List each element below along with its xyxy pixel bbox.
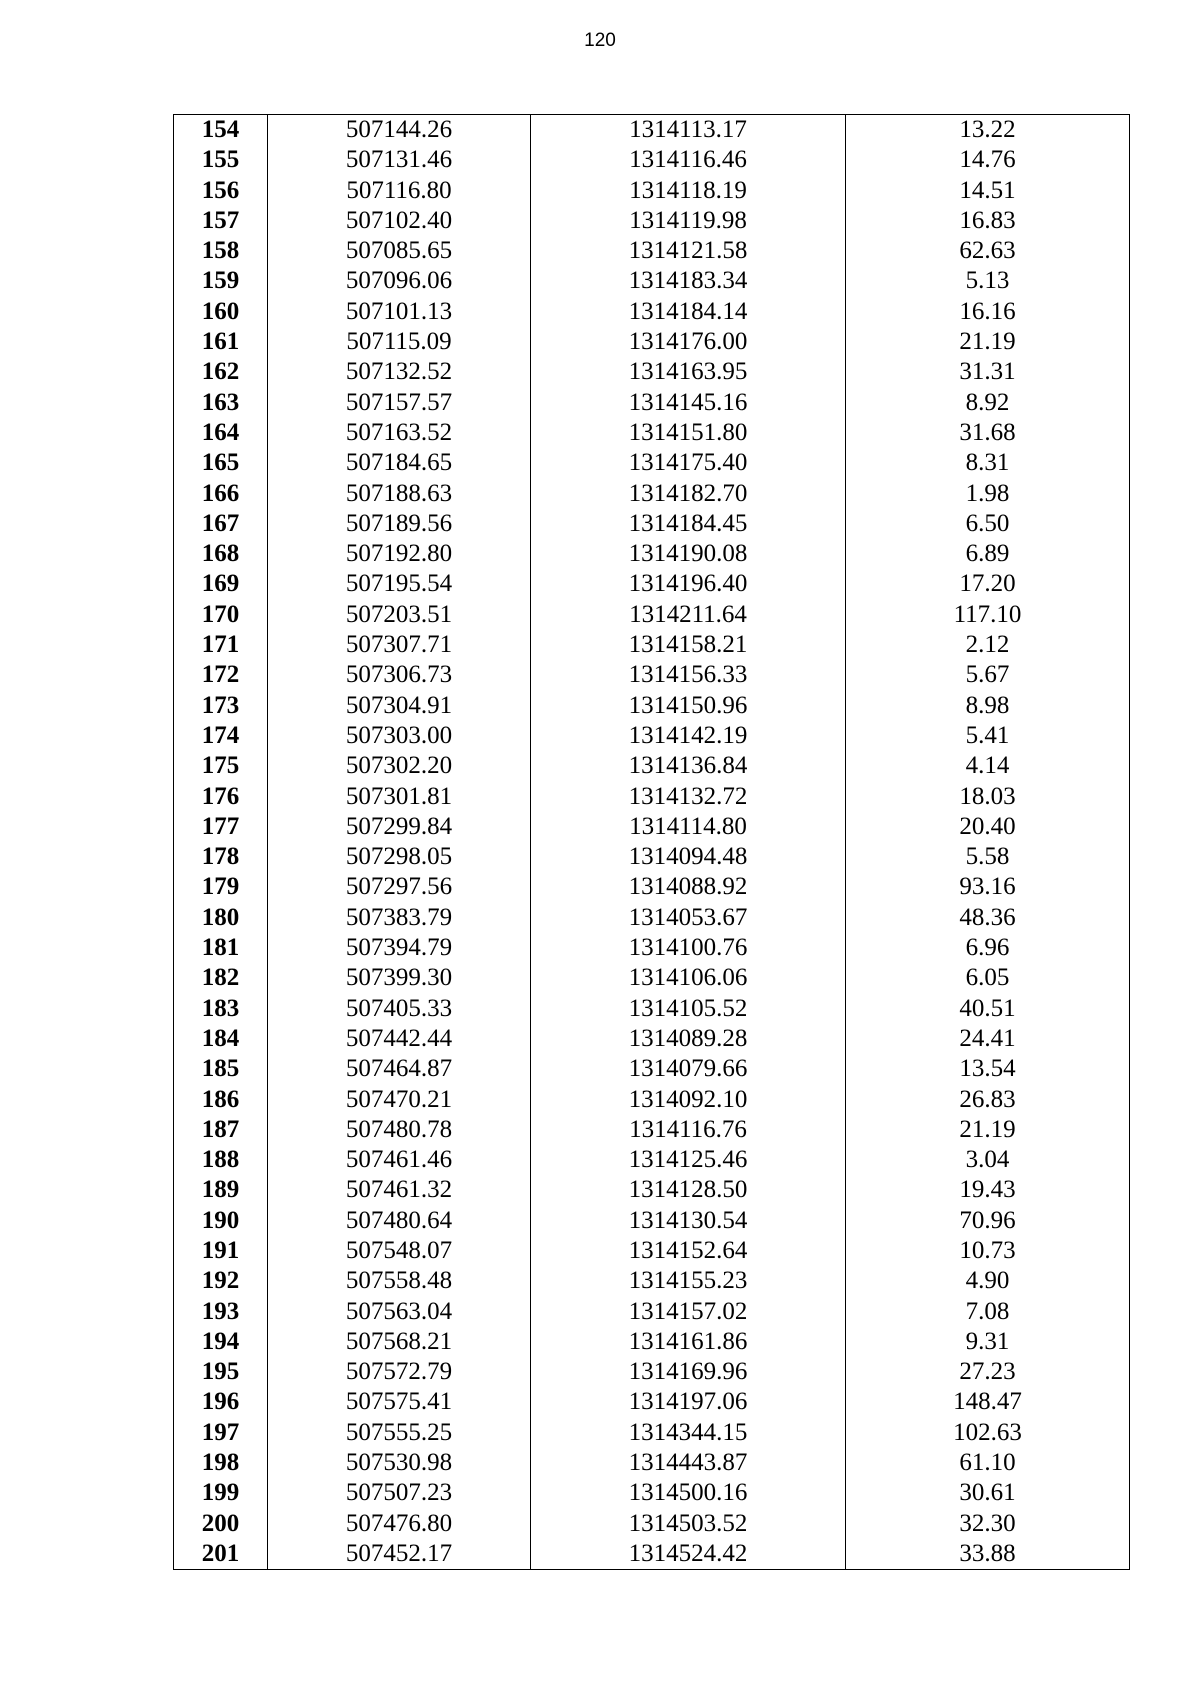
table-row xyxy=(174,176,1130,206)
distance-cell: 27.23 xyxy=(846,1357,1130,1387)
distance-cell: 14.76 xyxy=(846,145,1130,175)
x-coordinate-cell: 507307.71 xyxy=(268,630,531,660)
x-coordinate-cell: 507203.51 xyxy=(268,600,531,630)
distance-cell: 10.73 xyxy=(846,1236,1130,1266)
y-coordinate-cell: 1314150.96 xyxy=(531,691,846,721)
y-coordinate-cell: 1314161.86 xyxy=(531,1327,846,1357)
distance-cell: 3.04 xyxy=(846,1145,1130,1175)
table-row xyxy=(174,388,1130,418)
point-number-cell: 186 xyxy=(174,1085,268,1115)
x-coordinate-cell: 507132.52 xyxy=(268,357,531,387)
distance-cell: 40.51 xyxy=(846,994,1130,1024)
table-row xyxy=(174,448,1130,478)
point-number-cell: 168 xyxy=(174,539,268,569)
distance-cell: 148.47 xyxy=(846,1387,1130,1417)
point-number-cell: 167 xyxy=(174,509,268,539)
distance-cell: 93.16 xyxy=(846,872,1130,902)
table-row xyxy=(174,660,1130,690)
table-row xyxy=(174,842,1130,872)
point-number-cell: 197 xyxy=(174,1418,268,1448)
distance-cell: 14.51 xyxy=(846,176,1130,206)
y-coordinate-cell: 1314196.40 xyxy=(531,569,846,599)
table-row xyxy=(174,297,1130,327)
x-coordinate-cell: 507302.20 xyxy=(268,751,531,781)
x-coordinate-cell: 507188.63 xyxy=(268,479,531,509)
table-row xyxy=(174,1539,1130,1570)
distance-cell: 17.20 xyxy=(846,569,1130,599)
table-row xyxy=(174,630,1130,660)
table-row xyxy=(174,782,1130,812)
y-coordinate-cell: 1314163.95 xyxy=(531,357,846,387)
point-number-cell: 155 xyxy=(174,145,268,175)
y-coordinate-cell: 1314524.42 xyxy=(531,1539,846,1570)
distance-cell: 8.31 xyxy=(846,448,1130,478)
distance-cell: 4.90 xyxy=(846,1266,1130,1296)
x-coordinate-cell: 507464.87 xyxy=(268,1054,531,1084)
y-coordinate-cell: 1314125.46 xyxy=(531,1145,846,1175)
distance-cell: 26.83 xyxy=(846,1085,1130,1115)
point-number-cell: 184 xyxy=(174,1024,268,1054)
distance-cell: 2.12 xyxy=(846,630,1130,660)
distance-cell: 5.41 xyxy=(846,721,1130,751)
x-coordinate-cell: 507115.09 xyxy=(268,327,531,357)
point-number-cell: 183 xyxy=(174,994,268,1024)
distance-cell: 62.63 xyxy=(846,236,1130,266)
y-coordinate-cell: 1314344.15 xyxy=(531,1418,846,1448)
y-coordinate-cell: 1314116.76 xyxy=(531,1115,846,1145)
x-coordinate-cell: 507157.57 xyxy=(268,388,531,418)
x-coordinate-cell: 507405.33 xyxy=(268,994,531,1024)
distance-cell: 7.08 xyxy=(846,1297,1130,1327)
x-coordinate-cell: 507563.04 xyxy=(268,1297,531,1327)
distance-cell: 1.98 xyxy=(846,479,1130,509)
y-coordinate-cell: 1314151.80 xyxy=(531,418,846,448)
table-row xyxy=(174,145,1130,175)
x-coordinate-cell: 507572.79 xyxy=(268,1357,531,1387)
y-coordinate-cell: 1314182.70 xyxy=(531,479,846,509)
y-coordinate-cell: 1314145.16 xyxy=(531,388,846,418)
y-coordinate-cell: 1314116.46 xyxy=(531,145,846,175)
point-number-cell: 198 xyxy=(174,1448,268,1478)
distance-cell: 31.68 xyxy=(846,418,1130,448)
distance-cell: 32.30 xyxy=(846,1509,1130,1539)
distance-cell: 16.83 xyxy=(846,206,1130,236)
y-coordinate-cell: 1314197.06 xyxy=(531,1387,846,1417)
point-number-cell: 173 xyxy=(174,691,268,721)
table-row xyxy=(174,1145,1130,1175)
point-number-cell: 189 xyxy=(174,1175,268,1205)
y-coordinate-cell: 1314130.54 xyxy=(531,1206,846,1236)
y-coordinate-cell: 1314132.72 xyxy=(531,782,846,812)
distance-cell: 70.96 xyxy=(846,1206,1130,1236)
point-number-cell: 179 xyxy=(174,872,268,902)
distance-cell: 9.31 xyxy=(846,1327,1130,1357)
y-coordinate-cell: 1314105.52 xyxy=(531,994,846,1024)
point-number-cell: 188 xyxy=(174,1145,268,1175)
table-row xyxy=(174,812,1130,842)
point-number-cell: 166 xyxy=(174,479,268,509)
distance-cell: 61.10 xyxy=(846,1448,1130,1478)
table-row xyxy=(174,1478,1130,1508)
x-coordinate-cell: 507144.26 xyxy=(268,115,531,146)
table-row xyxy=(174,539,1130,569)
distance-cell: 102.63 xyxy=(846,1418,1130,1448)
point-number-cell: 161 xyxy=(174,327,268,357)
distance-cell: 6.05 xyxy=(846,963,1130,993)
distance-cell: 13.22 xyxy=(846,115,1130,146)
point-number-cell: 200 xyxy=(174,1509,268,1539)
y-coordinate-cell: 1314128.50 xyxy=(531,1175,846,1205)
x-coordinate-cell: 507299.84 xyxy=(268,812,531,842)
table-row xyxy=(174,994,1130,1024)
distance-cell: 13.54 xyxy=(846,1054,1130,1084)
y-coordinate-cell: 1314079.66 xyxy=(531,1054,846,1084)
y-coordinate-cell: 1314113.17 xyxy=(531,115,846,146)
point-number-cell: 193 xyxy=(174,1297,268,1327)
x-coordinate-cell: 507548.07 xyxy=(268,1236,531,1266)
distance-cell: 31.31 xyxy=(846,357,1130,387)
point-number-cell: 170 xyxy=(174,600,268,630)
x-coordinate-cell: 507189.56 xyxy=(268,509,531,539)
y-coordinate-cell: 1314100.76 xyxy=(531,933,846,963)
y-coordinate-cell: 1314184.45 xyxy=(531,509,846,539)
table-row xyxy=(174,1266,1130,1296)
coordinates-table-container xyxy=(173,114,1129,1570)
y-coordinate-cell: 1314176.00 xyxy=(531,327,846,357)
x-coordinate-cell: 507184.65 xyxy=(268,448,531,478)
x-coordinate-cell: 507394.79 xyxy=(268,933,531,963)
y-coordinate-cell: 1314106.06 xyxy=(531,963,846,993)
table-row xyxy=(174,509,1130,539)
table-row xyxy=(174,1418,1130,1448)
table-row xyxy=(174,1448,1130,1478)
x-coordinate-cell: 507575.41 xyxy=(268,1387,531,1417)
point-number-cell: 164 xyxy=(174,418,268,448)
y-coordinate-cell: 1314190.08 xyxy=(531,539,846,569)
table-row xyxy=(174,1236,1130,1266)
y-coordinate-cell: 1314175.40 xyxy=(531,448,846,478)
table-row xyxy=(174,115,1130,146)
table-row xyxy=(174,1085,1130,1115)
table-row xyxy=(174,1327,1130,1357)
table-row xyxy=(174,418,1130,448)
point-number-cell: 157 xyxy=(174,206,268,236)
coordinates-table xyxy=(173,114,1130,1570)
y-coordinate-cell: 1314094.48 xyxy=(531,842,846,872)
x-coordinate-cell: 507297.56 xyxy=(268,872,531,902)
y-coordinate-cell: 1314114.80 xyxy=(531,812,846,842)
distance-cell: 19.43 xyxy=(846,1175,1130,1205)
y-coordinate-cell: 1314152.64 xyxy=(531,1236,846,1266)
y-coordinate-cell: 1314092.10 xyxy=(531,1085,846,1115)
table-row xyxy=(174,1175,1130,1205)
point-number-cell: 194 xyxy=(174,1327,268,1357)
distance-cell: 21.19 xyxy=(846,327,1130,357)
point-number-cell: 154 xyxy=(174,115,268,146)
x-coordinate-cell: 507530.98 xyxy=(268,1448,531,1478)
table-row xyxy=(174,1509,1130,1539)
distance-cell: 33.88 xyxy=(846,1539,1130,1570)
x-coordinate-cell: 507306.73 xyxy=(268,660,531,690)
point-number-cell: 172 xyxy=(174,660,268,690)
table-row xyxy=(174,933,1130,963)
table-row xyxy=(174,1054,1130,1084)
y-coordinate-cell: 1314183.34 xyxy=(531,266,846,296)
y-coordinate-cell: 1314211.64 xyxy=(531,600,846,630)
x-coordinate-cell: 507383.79 xyxy=(268,903,531,933)
x-coordinate-cell: 507399.30 xyxy=(268,963,531,993)
point-number-cell: 160 xyxy=(174,297,268,327)
x-coordinate-cell: 507476.80 xyxy=(268,1509,531,1539)
table-body xyxy=(174,115,1130,1570)
point-number-cell: 171 xyxy=(174,630,268,660)
distance-cell: 21.19 xyxy=(846,1115,1130,1145)
table-row xyxy=(174,600,1130,630)
distance-cell: 16.16 xyxy=(846,297,1130,327)
distance-cell: 5.13 xyxy=(846,266,1130,296)
y-coordinate-cell: 1314500.16 xyxy=(531,1478,846,1508)
x-coordinate-cell: 507101.13 xyxy=(268,297,531,327)
x-coordinate-cell: 507555.25 xyxy=(268,1418,531,1448)
x-coordinate-cell: 507558.48 xyxy=(268,1266,531,1296)
y-coordinate-cell: 1314443.87 xyxy=(531,1448,846,1478)
point-number-cell: 156 xyxy=(174,176,268,206)
x-coordinate-cell: 507568.21 xyxy=(268,1327,531,1357)
distance-cell: 8.98 xyxy=(846,691,1130,721)
point-number-cell: 196 xyxy=(174,1387,268,1417)
table-row xyxy=(174,872,1130,902)
y-coordinate-cell: 1314142.19 xyxy=(531,721,846,751)
table-row xyxy=(174,266,1130,296)
point-number-cell: 195 xyxy=(174,1357,268,1387)
x-coordinate-cell: 507470.21 xyxy=(268,1085,531,1115)
x-coordinate-cell: 507131.46 xyxy=(268,145,531,175)
point-number-cell: 191 xyxy=(174,1236,268,1266)
table-row xyxy=(174,721,1130,751)
x-coordinate-cell: 507163.52 xyxy=(268,418,531,448)
point-number-cell: 165 xyxy=(174,448,268,478)
table-row xyxy=(174,751,1130,781)
point-number-cell: 180 xyxy=(174,903,268,933)
distance-cell: 5.58 xyxy=(846,842,1130,872)
point-number-cell: 175 xyxy=(174,751,268,781)
table-row xyxy=(174,1357,1130,1387)
page-number: 120 xyxy=(584,30,616,51)
y-coordinate-cell: 1314155.23 xyxy=(531,1266,846,1296)
x-coordinate-cell: 507507.23 xyxy=(268,1478,531,1508)
point-number-cell: 178 xyxy=(174,842,268,872)
x-coordinate-cell: 507096.06 xyxy=(268,266,531,296)
x-coordinate-cell: 507102.40 xyxy=(268,206,531,236)
table-row xyxy=(174,691,1130,721)
table-row xyxy=(174,206,1130,236)
table-row xyxy=(174,569,1130,599)
distance-cell: 48.36 xyxy=(846,903,1130,933)
distance-cell: 30.61 xyxy=(846,1478,1130,1508)
table-row xyxy=(174,1297,1130,1327)
point-number-cell: 192 xyxy=(174,1266,268,1296)
distance-cell: 6.50 xyxy=(846,509,1130,539)
y-coordinate-cell: 1314053.67 xyxy=(531,903,846,933)
table-row xyxy=(174,357,1130,387)
y-coordinate-cell: 1314184.14 xyxy=(531,297,846,327)
point-number-cell: 169 xyxy=(174,569,268,599)
table-row xyxy=(174,1024,1130,1054)
point-number-cell: 174 xyxy=(174,721,268,751)
point-number-cell: 162 xyxy=(174,357,268,387)
x-coordinate-cell: 507192.80 xyxy=(268,539,531,569)
point-number-cell: 159 xyxy=(174,266,268,296)
point-number-cell: 185 xyxy=(174,1054,268,1084)
y-coordinate-cell: 1314088.92 xyxy=(531,872,846,902)
y-coordinate-cell: 1314119.98 xyxy=(531,206,846,236)
distance-cell: 24.41 xyxy=(846,1024,1130,1054)
point-number-cell: 177 xyxy=(174,812,268,842)
table-row xyxy=(174,963,1130,993)
table-row xyxy=(174,1206,1130,1236)
point-number-cell: 199 xyxy=(174,1478,268,1508)
x-coordinate-cell: 507480.64 xyxy=(268,1206,531,1236)
point-number-cell: 201 xyxy=(174,1539,268,1570)
distance-cell: 20.40 xyxy=(846,812,1130,842)
table-row xyxy=(174,1387,1130,1417)
distance-cell: 117.10 xyxy=(846,600,1130,630)
table-row xyxy=(174,236,1130,266)
x-coordinate-cell: 507303.00 xyxy=(268,721,531,751)
y-coordinate-cell: 1314503.52 xyxy=(531,1509,846,1539)
y-coordinate-cell: 1314158.21 xyxy=(531,630,846,660)
distance-cell: 8.92 xyxy=(846,388,1130,418)
y-coordinate-cell: 1314157.02 xyxy=(531,1297,846,1327)
point-number-cell: 163 xyxy=(174,388,268,418)
x-coordinate-cell: 507085.65 xyxy=(268,236,531,266)
distance-cell: 4.14 xyxy=(846,751,1130,781)
y-coordinate-cell: 1314121.58 xyxy=(531,236,846,266)
point-number-cell: 182 xyxy=(174,963,268,993)
x-coordinate-cell: 507195.54 xyxy=(268,569,531,599)
y-coordinate-cell: 1314156.33 xyxy=(531,660,846,690)
y-coordinate-cell: 1314089.28 xyxy=(531,1024,846,1054)
point-number-cell: 187 xyxy=(174,1115,268,1145)
table-row xyxy=(174,903,1130,933)
table-row xyxy=(174,1115,1130,1145)
x-coordinate-cell: 507304.91 xyxy=(268,691,531,721)
x-coordinate-cell: 507301.81 xyxy=(268,782,531,812)
x-coordinate-cell: 507442.44 xyxy=(268,1024,531,1054)
table-row xyxy=(174,479,1130,509)
distance-cell: 6.96 xyxy=(846,933,1130,963)
point-number-cell: 190 xyxy=(174,1206,268,1236)
x-coordinate-cell: 507452.17 xyxy=(268,1539,531,1570)
point-number-cell: 181 xyxy=(174,933,268,963)
point-number-cell: 158 xyxy=(174,236,268,266)
y-coordinate-cell: 1314169.96 xyxy=(531,1357,846,1387)
table-row xyxy=(174,327,1130,357)
distance-cell: 18.03 xyxy=(846,782,1130,812)
x-coordinate-cell: 507116.80 xyxy=(268,176,531,206)
x-coordinate-cell: 507480.78 xyxy=(268,1115,531,1145)
y-coordinate-cell: 1314136.84 xyxy=(531,751,846,781)
x-coordinate-cell: 507461.32 xyxy=(268,1175,531,1205)
x-coordinate-cell: 507298.05 xyxy=(268,842,531,872)
distance-cell: 5.67 xyxy=(846,660,1130,690)
x-coordinate-cell: 507461.46 xyxy=(268,1145,531,1175)
distance-cell: 6.89 xyxy=(846,539,1130,569)
point-number-cell: 176 xyxy=(174,782,268,812)
y-coordinate-cell: 1314118.19 xyxy=(531,176,846,206)
